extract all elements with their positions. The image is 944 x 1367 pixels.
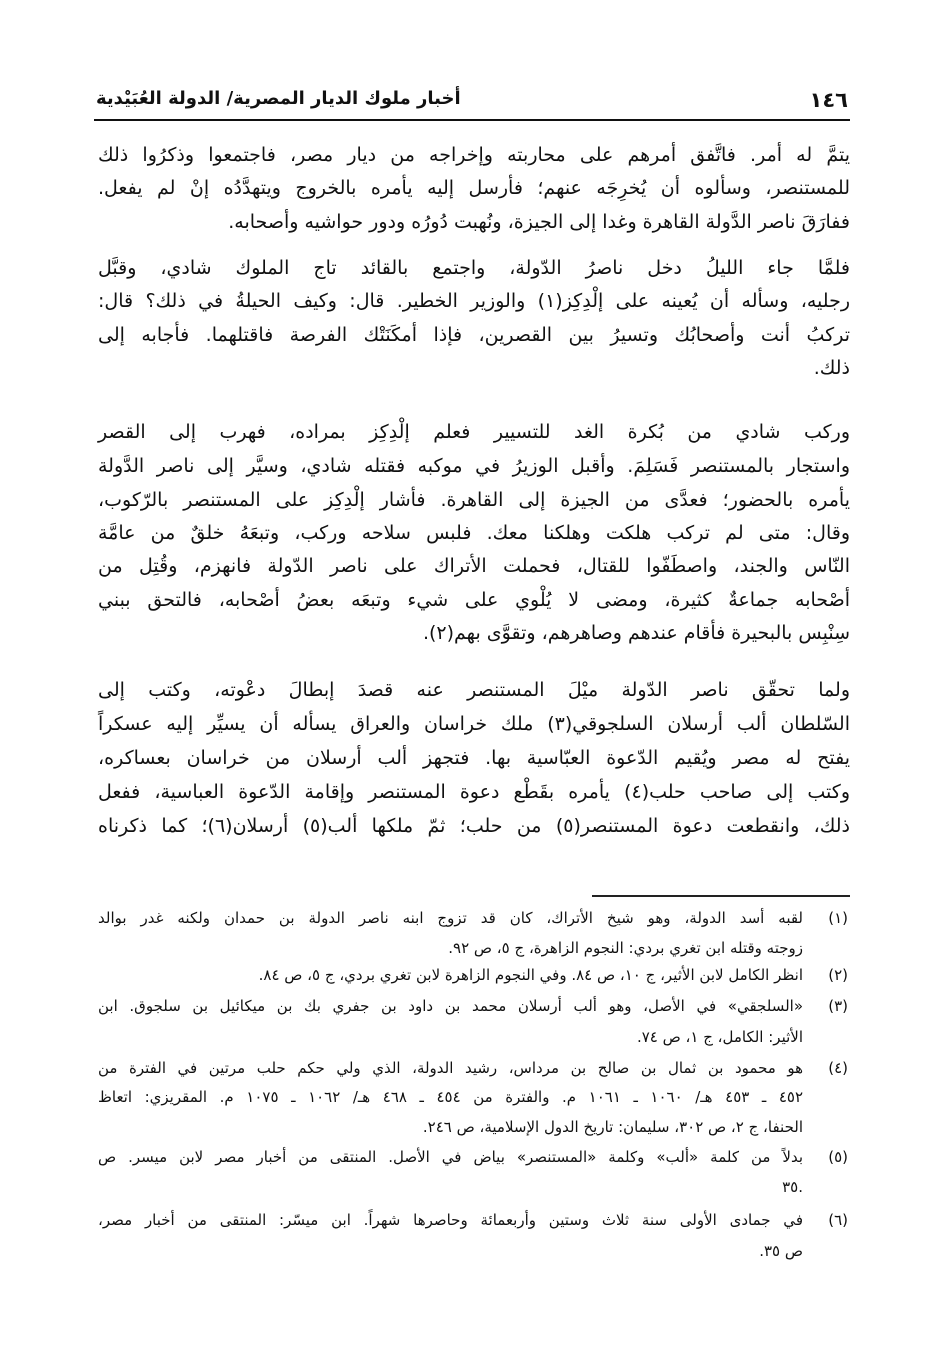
page-number: ١٤٦ bbox=[809, 88, 848, 112]
footnote-line: الأثير: الكامل، ج ١، ص ٧٤. bbox=[636, 1028, 803, 1046]
text-line: النّاس والجند، واصطَفّوا للقتال، فحملت الأتراك على ناصر الدّولة فانهزم، وقُتِل من bbox=[98, 555, 850, 577]
footnote-line: هو محمود بن ثمال بن صالح بن مرداس، رشيد الدولة، الذي ولي حكم حلب مرتين في الفترة من bbox=[98, 1059, 803, 1077]
footnote-line: بدلاً من كلمة «ألب» وكلمة «المستنصر» بياض في الأصل. المنتقى من أخبار مصر لابن ميسر. ص bbox=[98, 1148, 803, 1166]
text-line: رجليه، وسأله أن يُعينه على إلْدِكِز(١) والوزير الخطير. قال: وكيف الحيلةُ في ذلك؟ قال: bbox=[98, 290, 850, 312]
text-line: يفتح له مصر ويُقيم الدّعوة العبّاسية بها. فتجهز ألب أرسلان من خراسان بعساكره، bbox=[98, 747, 850, 769]
footnote-number: (١) bbox=[828, 909, 848, 927]
text-line: فلمَّا جاء الليلُ دخل ناصرُ الدّولة، واجتمع بالقائد تاج الملوك شادي، وقبَّل bbox=[98, 257, 850, 279]
text-line: السّلطان ألب أرسلان السلجوقي(٣) ملك خراسان والعراق يسأله أن يسيِّر إليه عسكراً bbox=[98, 713, 850, 735]
text-line: وركب شادي من بُكرة الغد للتسيير فعلم إلْدِكِز بمراده، فهرب إلى القصر bbox=[98, 421, 850, 443]
text-line: يأمره بالحضور؛ فعدَّى من الجيزة إلى القاهرة. فأشار إلْدِكِز على المستنصر بالرّكوب، bbox=[98, 489, 850, 511]
text-line: سِنْبِس بالبحيرة فأقام عندهم وصاهرهم، وتقوَّى بهم(٢). bbox=[422, 622, 850, 644]
footnote-number: (٥) bbox=[828, 1148, 848, 1166]
text-line: أصْحابه جماعةٌ كثيرة، ومضى لا يُلْوي على شيء وتبعَه بعضُ أصْحابه، فالتحق ببني bbox=[98, 589, 850, 611]
text-line: تركبُ أنت وأصحابُك وتسيرُ بين القصرين، فإذا أمكَنَتْك الفرصة فاقتلهما. فأجابه إلى bbox=[98, 324, 850, 346]
footnote-rule bbox=[592, 895, 850, 897]
footnote-line: زوجته وقتله ابن تغري بردي: النجوم الزاهرة، ج ٥، ص ٩٢. bbox=[448, 939, 803, 957]
footnote-line: الحنفا، ج ٢، ص ٣٠٢، سليمان: تاريخ الدول الإسلامية، ص ٢٤٦. bbox=[422, 1118, 803, 1136]
text-line: وكتب إلى صاحب حلب(٤) يأمره بقَطْع دعوة المستنصر وإقامة الدّعوة العباسية، ففعل bbox=[98, 781, 850, 803]
footnote-line: لقبه أسد الدولة، وهو شيخ الأتراك، كان قد تزوج ابنه ناصر الدولة بن حمدان ولكنه غدر بوالد bbox=[98, 909, 803, 927]
text-line: يتمَّ له أمر. فاتَّفق أمرهم على محاربته وإخراجه من ديار مصر، فاجتمعوا وذكرُوا ذلك bbox=[98, 144, 850, 166]
footnote-line: انظر الكامل لابن الأثير، ج ١٠، ص ٨٤. وفي النجوم الزاهرة لابن تغري بردي، ج ٥، ص ٨٤. bbox=[258, 966, 803, 984]
running-title: أخبار ملوك الديار المصرية/ الدولة العُبَيْدية bbox=[96, 88, 461, 109]
text-line: ولما تحقّق ناصر الدّولة ميْلَ المستنصر عنه قصدَ إبطالَ دعْوته، وكتب إلى bbox=[98, 679, 850, 701]
footnote-number: (٦) bbox=[828, 1211, 848, 1229]
text-line: وقال: متى لم تركب هلكت وهلكنا معك. فلبس سلاحه وركب، وتبعَهُ خلقٌ من عامَّة bbox=[98, 522, 850, 544]
footnote-line: .٣٥ bbox=[782, 1178, 803, 1196]
footnote-number: (٣) bbox=[828, 997, 848, 1015]
text-line: للمستنصر، وسألوه أن يُخرِجَه عنهم؛ فأرسل إليه يأمره بالخروج ويتهدَّدُه إنْ لم يفعل. bbox=[98, 177, 850, 199]
footnote-line: ٤٥٢ ـ ٤٥٣ هـ/ ١٠٦٠ ـ ١٠٦١ م. والفترة من ٤٥٤ ـ ٤٦٨ هـ/ ١٠٦٢ ـ ١٠٧٥ م. المقريزي: اتعاظ bbox=[98, 1088, 804, 1106]
footnote-line: ص ٣٥. bbox=[759, 1242, 803, 1260]
text-line: ذلك، وانقطعت دعوة المستنصر(٥) من حلب؛ ثمّ ملكها ألب(٥) أرسلان(٦)؛ كما ذكرناه bbox=[98, 815, 851, 837]
header-rule bbox=[94, 119, 850, 121]
text-line: ففارَقَ ناصر الدَّولة القاهرة وغدا إلى الجيزة، ونُهبت دُورُه ودور حواشيه وأصحابه. bbox=[228, 211, 850, 233]
footnote-number: (٤) bbox=[828, 1059, 848, 1077]
text-line: واستجار بالمستنصر فَسَلِمَ. وأقبل الوزيرُ في موكبه فقتله شادي، وسيَّر إلى ناصر الدَّولة bbox=[98, 455, 850, 477]
footnote-number: (٢) bbox=[828, 966, 848, 984]
text-line: ذلك. bbox=[813, 357, 850, 379]
footnote-line: في جمادى الأولى سنة ثلاث وستين وأربعمائة وحاصرها شهراً. ابن ميسّر: المنتقى من أخبار مصر، bbox=[98, 1211, 803, 1229]
footnote-line: «السلجقي» في الأصل، وهو ألب أرسلان محمد بن داود بن جفري بك بن ميكائيل بن سلجوق. ابن bbox=[98, 997, 803, 1015]
